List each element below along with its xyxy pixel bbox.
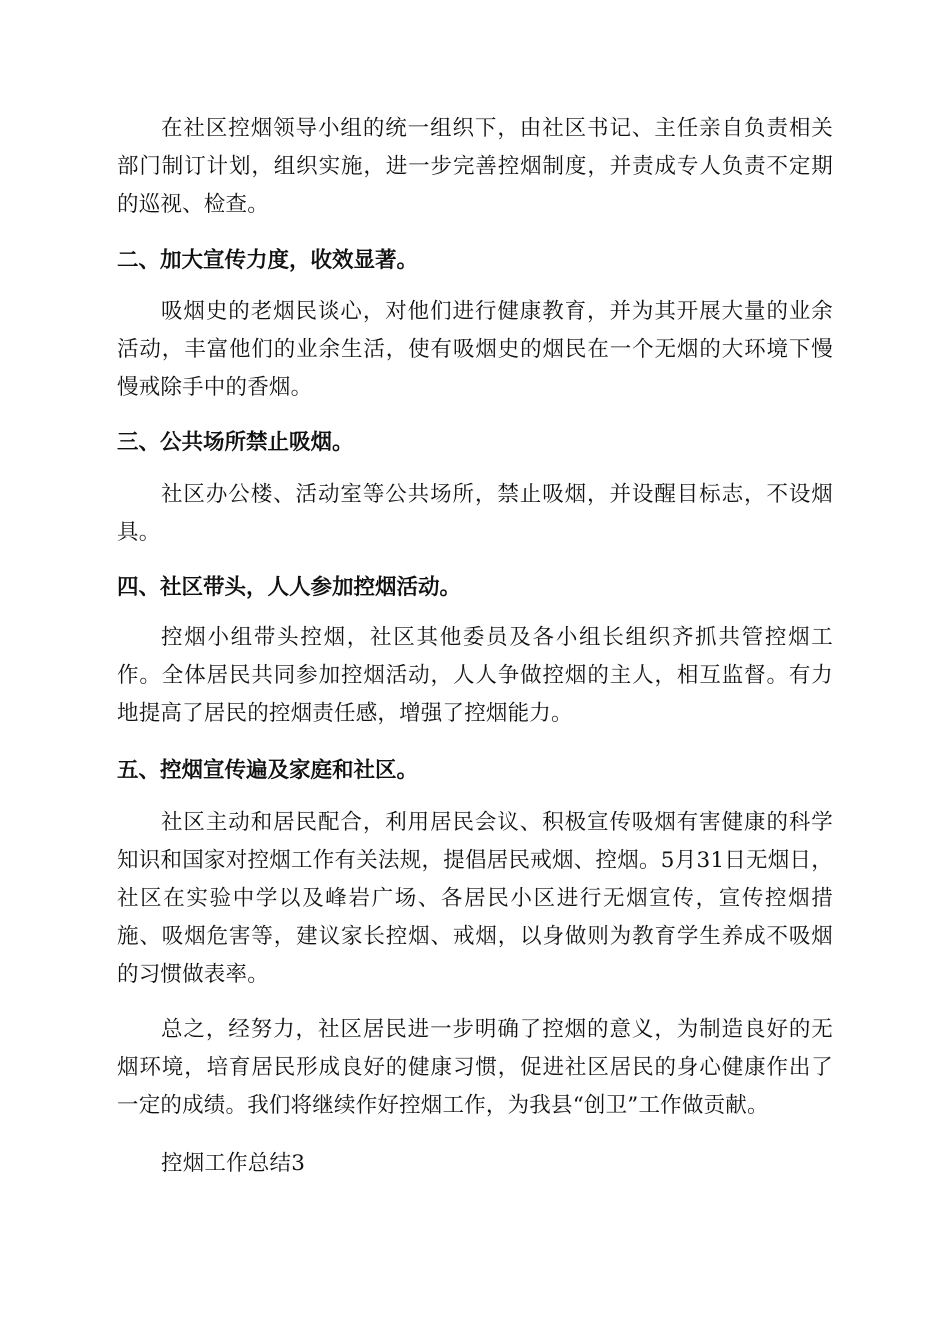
paragraph-family-community: 社区主动和居民配合，利用居民会议、积极宣传吸烟有害健康的科学知识和国家对控烟工作有关法规，提倡居民戒烟、控烟。5月31日无烟日，社区在实验中学以及峰岩广场、各居民小区进行无烟宣传，宣传控烟措施、吸烟危害等，建议家长控烟、戒烟，以身做则为教育学生养成不吸烟的习惯做表率。 [117,810,833,987]
paragraph-public-places: 社区办公楼、活动室等公共场所，禁止吸烟，并设醒目标志，不设烟具。 [117,482,833,545]
heading-public-places: 三、公共场所禁止吸烟。 [117,430,354,455]
heading-community-lead: 四、社区带头，人人参加控烟活动。 [117,575,462,600]
paragraph-publicity: 吸烟史的老烟民谈心，对他们进行健康教育，并为其开展大量的业余活动，丰富他们的业余生活，使有吸烟史的烟民在一个无烟的大环境下慢慢戒除手中的香烟。 [117,299,833,400]
next-summary-title: 控烟工作总结3 [161,1151,306,1176]
paragraph-leadership-group: 在社区控烟领导小组的统一组织下，由社区书记、主任亲自负责相关部门制订计划，组织实施，进一步完善控烟制度，并责成专人负责不定期的巡视、检查。 [117,116,833,217]
paragraph-community-lead: 控烟小组带头控烟，社区其他委员及各小组长组织齐抓共管控烟工作。全体居民共同参加控烟活动，人人争做控烟的主人，相互监督。有力地提高了居民的控烟责任感，增强了控烟能力。 [117,625,833,726]
paragraph-conclusion: 总之，经努力，社区居民进一步明确了控烟的意义，为制造良好的无烟环境，培育居民形成良好的健康习惯，促进社区居民的身心健康作出了一定的成绩。我们将继续作好控烟工作，为我县“创卫”工作做贡献。 [117,1017,833,1118]
heading-publicity: 二、加大宣传力度，收效显著。 [117,248,419,273]
heading-family-community: 五、控烟宣传遍及家庭和社区。 [117,758,419,783]
